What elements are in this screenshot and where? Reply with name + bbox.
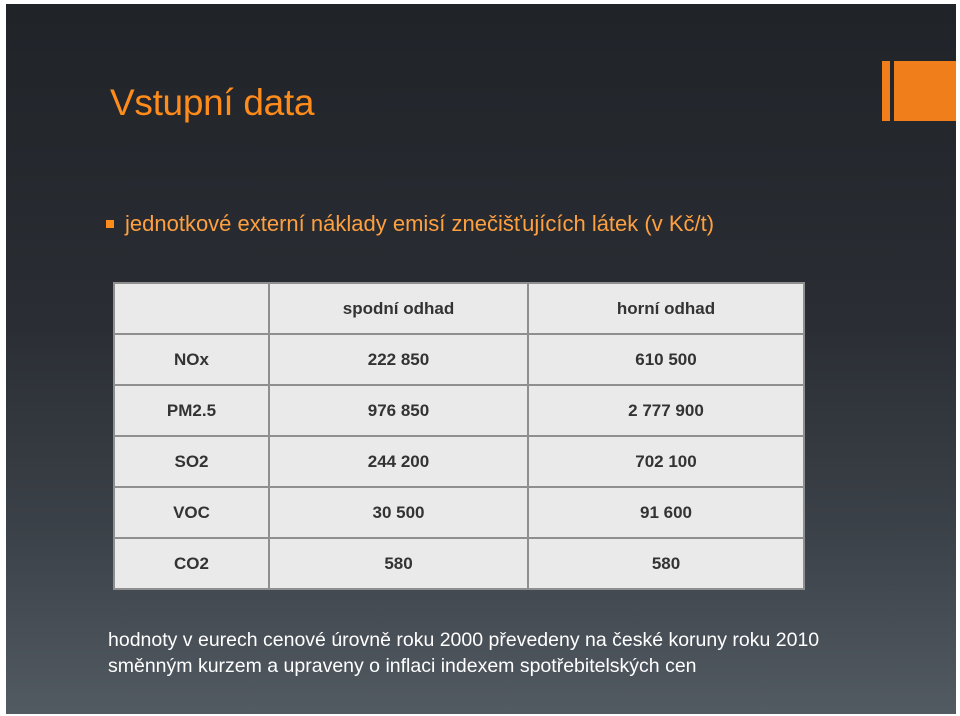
table-row [114,334,804,385]
upper-value: 580 [528,538,804,589]
footnote-line-1: hodnoty v eurech cenové úrovně roku 2000 převedeny na české koruny roku 2010 [108,629,820,651]
cost-table-wrapper [113,282,805,590]
row-label: CO2 [114,538,269,589]
lower-value: 30 500 [269,487,528,538]
upper-value: 610 500 [528,334,804,385]
header-cell-upper-estimate: horní odhad [528,283,804,334]
corner-bar-thin [882,61,890,121]
footnote-line-2: směnným kurzem a upraveny o inflaci indexem spotřebitelských cen [108,655,697,677]
corner-logo-mark [882,61,956,121]
slide [6,4,956,714]
slide-title: Vstupní data [110,82,315,123]
lower-value: 976 850 [269,385,528,436]
table-row [114,487,804,538]
row-label: VOC [114,487,269,538]
upper-value: 702 100 [528,436,804,487]
lower-value: 222 850 [269,334,528,385]
row-label: PM2.5 [114,385,269,436]
bullet-square-icon [106,220,114,228]
table-row [114,385,804,436]
upper-value: 2 777 900 [528,385,804,436]
lower-value: 580 [269,538,528,589]
row-label: NOx [114,334,269,385]
footnote [108,627,819,679]
header-cell-lower-estimate: spodní odhad [269,283,528,334]
table-row [114,538,804,589]
corner-bar-wide [894,61,956,121]
row-label: SO2 [114,436,269,487]
cost-table [113,282,805,590]
bullet-item [106,211,714,237]
lower-value: 244 200 [269,436,528,487]
upper-value: 91 600 [528,487,804,538]
table-row [114,436,804,487]
table-header-row [114,283,804,334]
bullet-text: jednotkové externí náklady emisí znečišťujících látek (v Kč/t) [125,211,715,236]
header-cell-empty [114,283,269,334]
